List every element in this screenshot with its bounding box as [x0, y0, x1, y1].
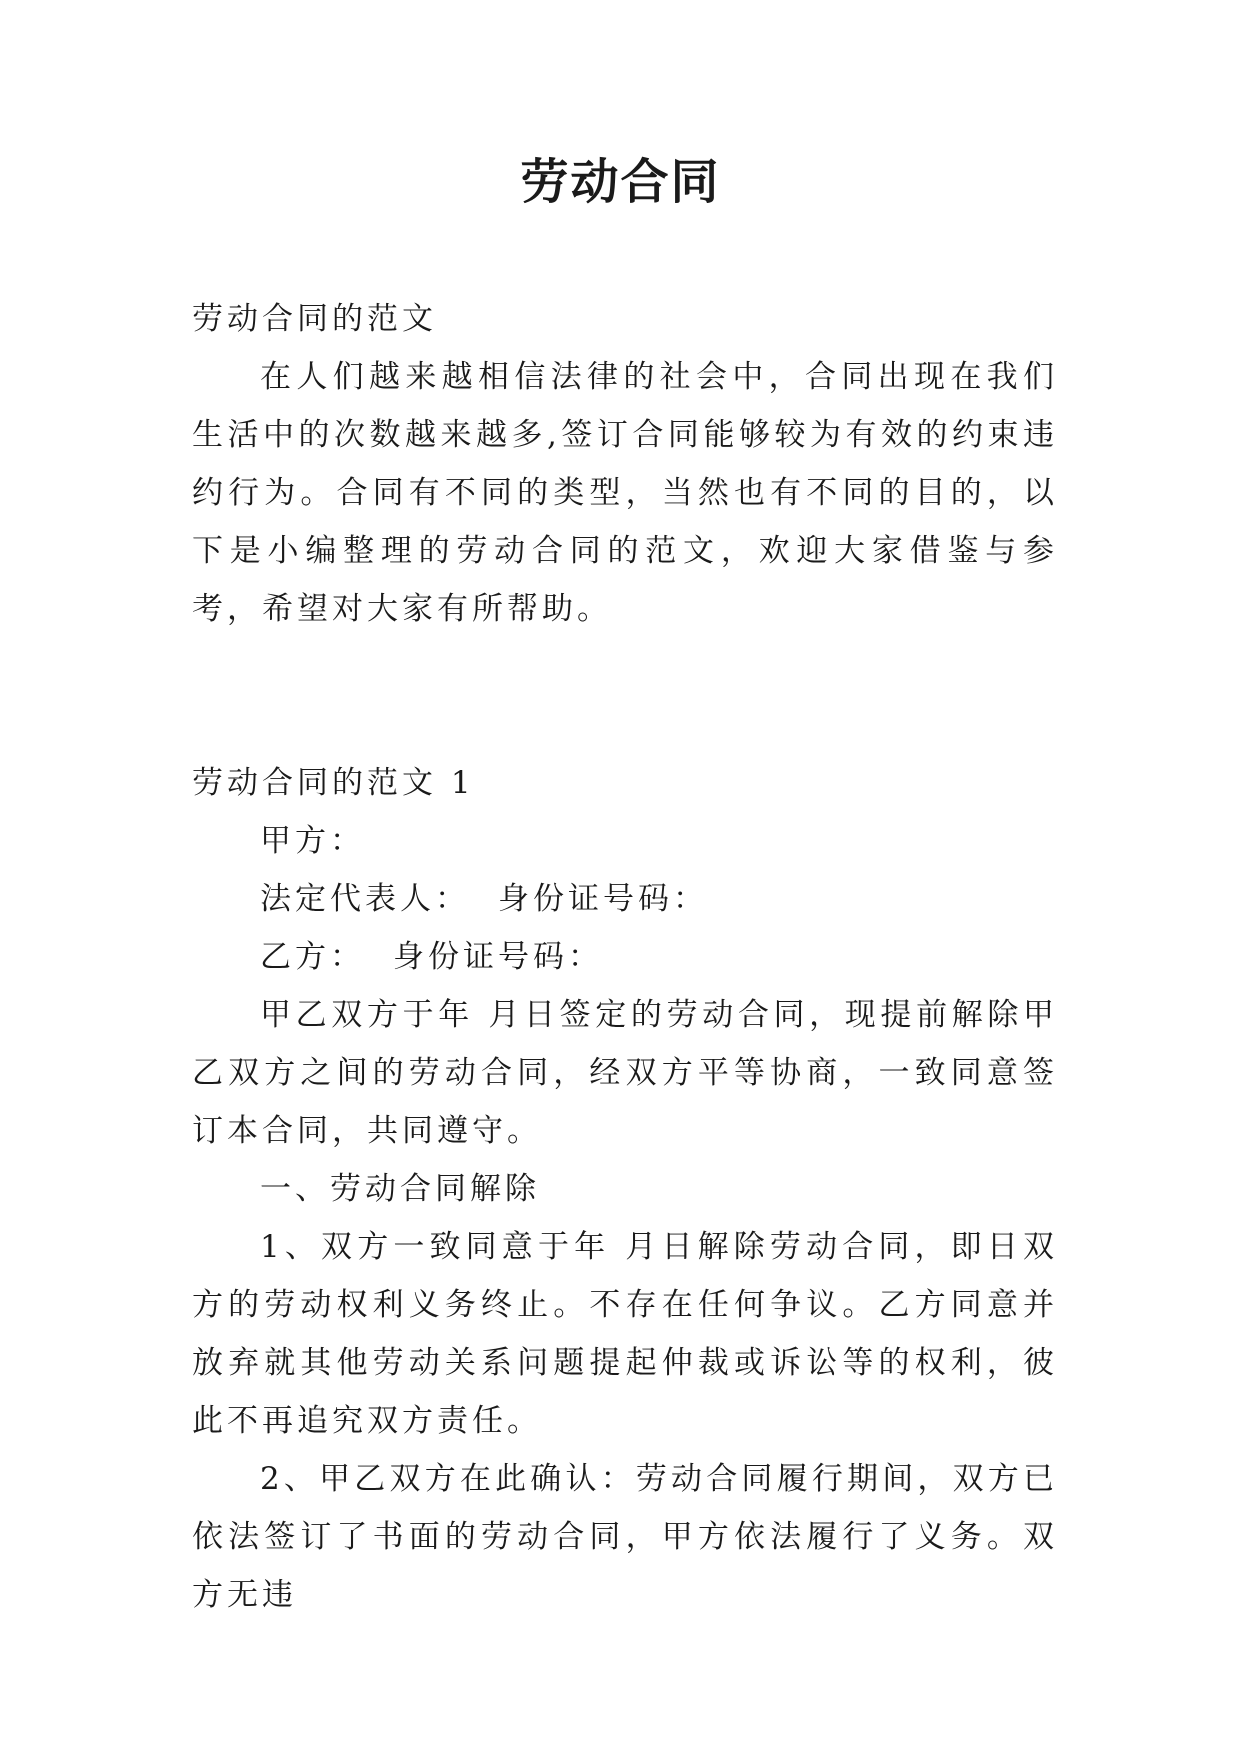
- party-b-line: [192, 928, 1058, 986]
- legal-rep-label: 法定代表人：: [260, 881, 470, 917]
- party-b-id-label: 身份证号码：: [393, 939, 603, 975]
- document-body: [192, 290, 1058, 1624]
- party-b-label: 乙方：: [260, 939, 365, 975]
- intro-paragraph: 在人们越来越相信法律的社会中，合同出现在我们生活中的次数越来越多,签订合同能够较为有效的约束违约行为。合同有不同的类型，当然也有不同的目的，以下是小编整理的劳动合同的范文，欢迎大家借鉴与参考，希望对大家有所帮助。: [192, 359, 1058, 627]
- clause-2-paragraph: 2、甲乙双方在此确认：劳动合同履行期间，双方已依法签订了书面的劳动合同，甲方依法履行了义务。双方无违: [192, 1461, 1058, 1613]
- document-title: 劳动合同: [520, 154, 721, 210]
- intro-heading: 劳动合同的范文: [192, 301, 437, 337]
- section-1-title: 一、劳动合同解除: [260, 1171, 540, 1207]
- legal-rep-line: [192, 870, 1058, 928]
- preamble-paragraph: 甲乙双方于年 月日签定的劳动合同，现提前解除甲乙双方之间的劳动合同，经双方平等协商，一致同意签订本合同，共同遵守。: [192, 997, 1058, 1149]
- party-a-line: 甲方：: [260, 823, 365, 859]
- sample-heading: 劳动合同的范文 1: [192, 765, 475, 801]
- id-number-label: 身份证号码：: [498, 881, 708, 917]
- section-spacer: [192, 638, 1058, 754]
- clause-1-paragraph: 1、双方一致同意于年 月日解除劳动合同，即日双方的劳动权利义务终止。不存在任何争议。乙方同意并放弃就其他劳动关系问题提起仲裁或诉讼等的权利，彼此不再追究双方责任。: [192, 1229, 1058, 1439]
